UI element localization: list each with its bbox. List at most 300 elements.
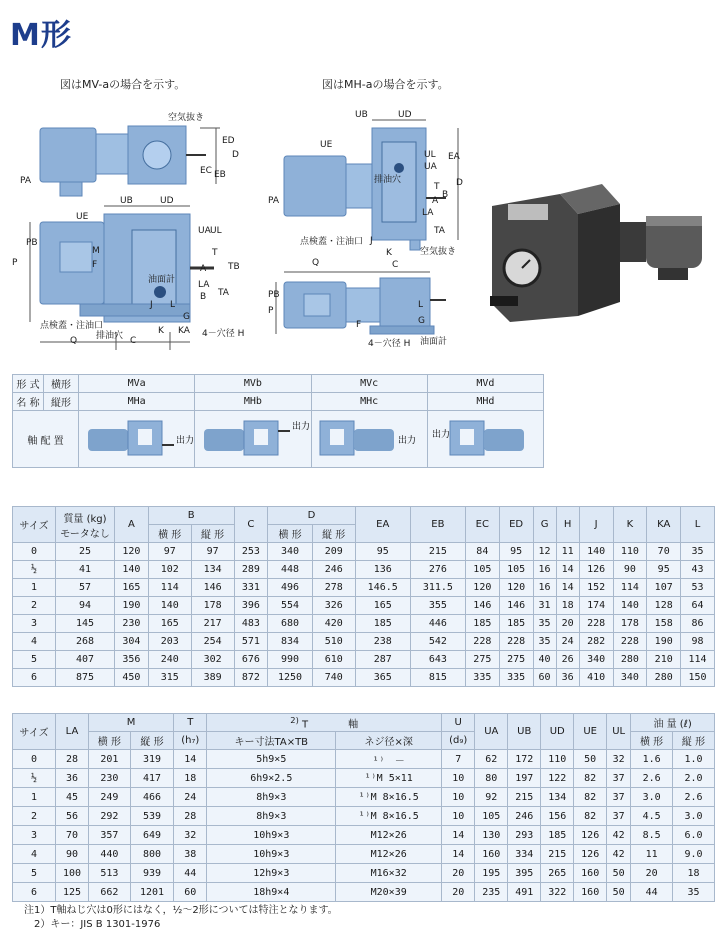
t1-cell: 140 [613,597,647,615]
label-ub: UB [120,196,133,206]
t1-cell: 215 [410,543,465,561]
label-ud: UD [160,196,174,206]
t2-cell: 110 [541,750,574,769]
t1-cell: 53 [681,579,715,597]
t1-cell: 446 [410,615,465,633]
label-a-right: A [432,196,439,206]
t2-cell: 1.6 [631,750,673,769]
t1-cell: 136 [355,561,410,579]
t1-cell: 105 [499,561,533,579]
t1-cell: 289 [234,561,268,579]
table-row [13,845,715,864]
t1-cell: 25 [56,543,115,561]
label-oil-gauge-right: 油面計 [420,337,448,347]
t2-cell: 5h9×5 [207,750,336,769]
t2-cell: 235 [475,883,508,902]
t2-cell: 24 [174,788,207,807]
t2-cell: 156 [541,807,574,826]
t1-cell: 40 [533,651,556,669]
label-pa: PA [20,176,32,186]
t1-h-l: L [681,507,715,543]
t2-cell: 82 [574,807,607,826]
t2-cell: 6 [13,883,56,902]
t1-cell: 448 [268,561,312,579]
table-row [13,807,715,826]
t2-cell: M12×26 [336,845,442,864]
t2-cell: 1.0 [673,750,715,769]
t2-cell: 14 [442,826,475,845]
t1-cell: 35 [533,633,556,651]
t1-cell: 95 [355,543,410,561]
t1-cell: 875 [56,669,115,687]
t2-cell: 82 [574,788,607,807]
table-row [13,826,715,845]
label-inspect: 点検蓋・注油口 [40,321,104,331]
label-holes: 4－穴径 H [202,329,245,339]
t1-cell: 253 [234,543,268,561]
t2-cell: 20 [442,864,475,883]
t1-cell: 496 [268,579,312,597]
dimension-table-2 [12,713,715,902]
t1-h-mass [56,507,115,543]
t1-cell: 14 [556,561,579,579]
t2-cell: 1201 [130,883,173,902]
t2-cell: 18 [174,769,207,788]
t1-cell: 43 [681,561,715,579]
table-row [13,579,715,597]
t1-cell: 114 [148,579,191,597]
t2-cell: 14 [442,845,475,864]
t2-cell: 3.0 [631,788,673,807]
t2-cell: 35 [673,883,715,902]
footnotes [24,904,338,932]
t1-cell: 209 [312,543,355,561]
t1-cell: 834 [268,633,312,651]
t2-cell: 4 [13,845,56,864]
t2-cell: 539 [130,807,173,826]
t2-cell: 491 [508,883,541,902]
t2-cell: 9.0 [673,845,715,864]
label-ue-right: UE [320,140,333,150]
label-g: G [183,312,190,322]
t1-cell: 57 [56,579,115,597]
label-ul: UL [210,226,222,236]
t1-cell: 210 [647,651,681,669]
t1-cell: 643 [410,651,465,669]
t2-cell: ¹⁾M 8×16.5 [336,807,442,826]
t1-cell: 31 [533,597,556,615]
t2-h-key: キー寸法TA×TB [207,732,336,750]
t2-cell: 197 [508,769,541,788]
t2-cell: 246 [508,807,541,826]
t2-cell: 6.0 [673,826,715,845]
axis-diagram-a [79,411,195,468]
t1-cell: 389 [191,669,234,687]
t1-h-b-horiz: 横 形 [148,525,191,543]
t1-cell: 450 [115,669,149,687]
table-row [13,597,715,615]
t1-cell: 230 [115,615,149,633]
t1-cell: 356 [115,651,149,669]
t1-cell: 165 [115,579,149,597]
t2-cell: 126 [574,826,607,845]
t2-cell: 28 [56,750,89,769]
label-f-right: F [356,320,362,330]
label-c-right: C [392,260,399,270]
type-mva: MVa [79,375,195,393]
t2-cell: 160 [475,845,508,864]
t1-cell: 36 [556,669,579,687]
label-ec: EC [200,166,212,176]
t1-cell: 340 [579,651,613,669]
t2-cell: 6h9×2.5 [207,769,336,788]
t2-cell: 10 [442,788,475,807]
t1-cell: 185 [465,615,499,633]
t1-h-mass-label: 質量 (kg) [63,513,107,525]
t1-cell: 302 [191,651,234,669]
t1-cell: 35 [533,615,556,633]
t1-cell: 134 [191,561,234,579]
t2-cell: 44 [174,864,207,883]
t1-cell: 355 [410,597,465,615]
type-mhd: MHd [427,393,543,411]
t1-cell: 140 [579,543,613,561]
t2-cell: 10 [442,807,475,826]
t2-cell: 293 [508,826,541,845]
axis-icon-c [314,415,424,461]
drawing-mha [270,112,480,352]
t1-cell: 311.5 [410,579,465,597]
t1-cell: 26 [556,651,579,669]
t2-cell: 11 [631,845,673,864]
label-l: L [170,300,176,310]
output-b: 出力 [291,421,310,432]
t2-cell: 37 [607,807,631,826]
t1-h-ec: EC [465,507,499,543]
table-row [13,561,715,579]
t1-cell: 12 [533,543,556,561]
t2-cell: 2 [13,807,56,826]
t1-cell: 331 [234,579,268,597]
t2-cell: M16×32 [336,864,442,883]
t1-cell: 110 [613,543,647,561]
type-mha: MHa [79,393,195,411]
t1-cell: 97 [191,543,234,561]
t1-cell: 41 [56,561,115,579]
t2-h-t: T [174,714,207,732]
table-row [13,788,715,807]
label-drain-right: 排油穴 [374,175,402,185]
t2-cell: 8h9×3 [207,788,336,807]
axis-icon-d [430,415,540,461]
t2-cell: 45 [56,788,89,807]
t1-cell: 95 [499,543,533,561]
t1-cell: 282 [579,633,613,651]
t2-h-oil-horiz: 横 形 [631,732,673,750]
t1-cell: 152 [579,579,613,597]
label-ue: UE [76,212,89,222]
label-holes-right: 4－穴径 H [368,339,411,349]
t2-h-oil-vert: 縦 形 [673,732,715,750]
t1-cell: 676 [234,651,268,669]
t1-cell: 126 [579,561,613,579]
t1-cell: 84 [465,543,499,561]
label-p: P [12,258,18,268]
t2-cell: 800 [130,845,173,864]
label-ea-right: EA [448,152,460,162]
t2-cell: 42 [607,845,631,864]
label-l-right: L [418,300,424,310]
t2-cell: 7 [442,750,475,769]
t1-cell: 35 [681,543,715,561]
t2-cell: 215 [508,788,541,807]
label-c: C [130,336,137,346]
t2-h-ul: UL [607,714,631,750]
t2-cell: 939 [130,864,173,883]
t1-cell: 510 [312,633,355,651]
type-mvd: MVd [427,375,543,393]
t2-cell: 56 [56,807,89,826]
page-title: M形 [10,18,72,53]
t1-cell: 70 [647,543,681,561]
t2-cell: 440 [88,845,130,864]
t2-cell: 230 [88,769,130,788]
t2-cell: 395 [508,864,541,883]
t1-cell: 178 [191,597,234,615]
t1-cell: 146.5 [355,579,410,597]
label-ud-right: UD [398,110,412,120]
t1-cell: 365 [355,669,410,687]
t2-cell: 10h9×3 [207,826,336,845]
t1-cell: 5 [13,651,56,669]
t2-cell: 36 [56,769,89,788]
table-row [13,633,715,651]
table-row [13,615,715,633]
table-row [13,651,715,669]
t2-cell: 292 [88,807,130,826]
t2-cell: 50 [607,883,631,902]
t2-cell: 172 [508,750,541,769]
t1-cell: 140 [148,597,191,615]
t2-cell: 20 [442,883,475,902]
t1-cell: 410 [579,669,613,687]
t1-h-ed: ED [499,507,533,543]
t1-cell: 102 [148,561,191,579]
t2-h-m: M [88,714,173,732]
footnote-2: 2）キー：JIS B 1301-1976 [24,919,161,930]
t2-cell: 195 [475,864,508,883]
t1-cell: 3 [13,615,56,633]
label-oil-gauge: 油面計 [148,275,176,285]
label-drain: 排油穴 [96,331,124,341]
t1-cell: 280 [647,669,681,687]
t2-cell: 4.5 [631,807,673,826]
t1-cell: 280 [613,651,647,669]
t2-cell: 10h9×3 [207,845,336,864]
t1-cell: 554 [268,597,312,615]
t1-cell: 18 [556,597,579,615]
t1-cell: 680 [268,615,312,633]
t2-cell: 10 [442,769,475,788]
t2-cell: 249 [88,788,130,807]
t1-cell: 190 [115,597,149,615]
type-horiz: 縦形 [44,393,79,411]
t1-cell: 120 [115,543,149,561]
t1-cell: 24 [556,633,579,651]
t1-cell: 228 [465,633,499,651]
t1-cell: 95 [647,561,681,579]
t2-h-oil: 油 量 (ℓ) [631,714,715,732]
t1-h-c: C [234,507,268,543]
type-mvc: MVc [311,375,427,393]
t2-cell: 160 [574,864,607,883]
t1-cell: 254 [191,633,234,651]
t1-cell: 1250 [268,669,312,687]
t1-cell: 185 [355,615,410,633]
t1-cell: 16 [533,561,556,579]
type-mhc: MHc [311,393,427,411]
t2-h-screw: ネジ径×深 [336,732,442,750]
t1-h-g: G [533,507,556,543]
t2-cell: 2.0 [673,769,715,788]
t1-cell: 4 [13,633,56,651]
label-pa-right: PA [268,196,280,206]
t2-cell: 5 [13,864,56,883]
t2-h-shaft-label: T 軸 [302,719,359,731]
table-row [13,543,715,561]
t2-cell: 649 [130,826,173,845]
label-t: T [212,248,218,258]
t1-cell: 6 [13,669,56,687]
t1-cell: 287 [355,651,410,669]
label-t-right: T [434,182,440,192]
table-row [13,883,715,902]
t2-cell: 417 [130,769,173,788]
t2-cell: 70 [56,826,89,845]
t1-cell: 483 [234,615,268,633]
t2-cell: 28 [174,807,207,826]
t2-cell: 62 [475,750,508,769]
t2-cell: 37 [607,788,631,807]
t1-cell: 178 [613,615,647,633]
t1-cell: 11 [556,543,579,561]
t1-cell: 275 [499,651,533,669]
t1-cell: 128 [647,597,681,615]
footnote-1: 注1）T軸ねじ穴は0形にはなく，½～2形については特注となります。 [24,905,338,916]
axis-diagram-b [195,411,311,468]
t2-cell: ¹⁾ － [336,750,442,769]
t2-cell: 215 [541,845,574,864]
t2-h-ud: UD [541,714,574,750]
t1-cell: 203 [148,633,191,651]
output-a: 出力 [175,435,194,446]
type-label-1: 形 式 [13,375,44,393]
t2-cell: 50 [574,750,607,769]
t2-cell: 20 [631,864,673,883]
t2-cell: 32 [607,750,631,769]
t2-cell: 0 [13,750,56,769]
output-c: 出力 [398,435,417,446]
t2-cell: 265 [541,864,574,883]
t2-cell: 334 [508,845,541,864]
t1-cell: 0 [13,543,56,561]
t1-cell: 228 [613,633,647,651]
t2-cell: 12h9×3 [207,864,336,883]
t2-h-m-horiz: 横 形 [88,732,130,750]
t1-h-b: B [148,507,234,525]
t1-cell: 335 [499,669,533,687]
t1-h-d: D [268,507,355,525]
label-tb: TB [228,262,240,272]
label-la-right: LA [422,208,434,218]
t2-h-u: U [442,714,475,732]
label-j-right: J [370,236,373,246]
label-p-right: P [268,306,274,316]
label-ul-right: UL [424,150,436,160]
t1-cell: 140 [115,561,149,579]
t1-cell: 97 [148,543,191,561]
axis-diagram-c [311,411,427,468]
t1-h-ka: KA [647,507,681,543]
t2-cell: 201 [88,750,130,769]
label-ua-right: UA [424,162,437,172]
t1-h-mass-sub: モータなし [60,528,110,540]
t1-cell: 228 [579,615,613,633]
label-ka: KA [178,326,190,336]
t1-cell: 268 [56,633,115,651]
axis-icon-b [198,415,308,461]
t2-cell: 466 [130,788,173,807]
label-j: J [150,300,153,310]
t1-h-ea: EA [355,507,410,543]
label-ta-right: TA [434,226,445,236]
t1-cell: 16 [533,579,556,597]
t2-h-size: サイズ [13,714,56,750]
label-a: A [200,264,207,274]
t1-h-d-horiz: 横 形 [268,525,312,543]
t1-cell: 1 [13,579,56,597]
t1-cell: 105 [465,561,499,579]
t1-h-d-vert: 縦 形 [312,525,355,543]
t1-cell: 315 [148,669,191,687]
t2-cell: 357 [88,826,130,845]
label-m: M [92,246,100,256]
label-pb: PB [26,238,38,248]
t2-h-u-unit: (d₉) [442,732,475,750]
axis-icon-a [82,415,192,461]
t2-cell: 185 [541,826,574,845]
t2-cell: ½ [13,769,56,788]
t1-cell: 278 [312,579,355,597]
t1-cell: 246 [312,561,355,579]
t2-cell: 50 [607,864,631,883]
t1-cell: 174 [579,597,613,615]
label-f: F [92,260,98,270]
type-vert: 横形 [44,375,79,393]
gearbox-photo [482,176,716,326]
type-mvb: MVb [195,375,311,393]
t2-cell: 513 [88,864,130,883]
label-k: K [158,326,164,336]
t2-cell: 44 [631,883,673,902]
t1-cell: 571 [234,633,268,651]
t1-cell: 165 [148,615,191,633]
t2-cell: 8.5 [631,826,673,845]
t1-cell: 120 [499,579,533,597]
label-b: B [200,292,207,302]
t2-cell: 3 [13,826,56,845]
label-air-right: 空気抜き [420,247,457,257]
